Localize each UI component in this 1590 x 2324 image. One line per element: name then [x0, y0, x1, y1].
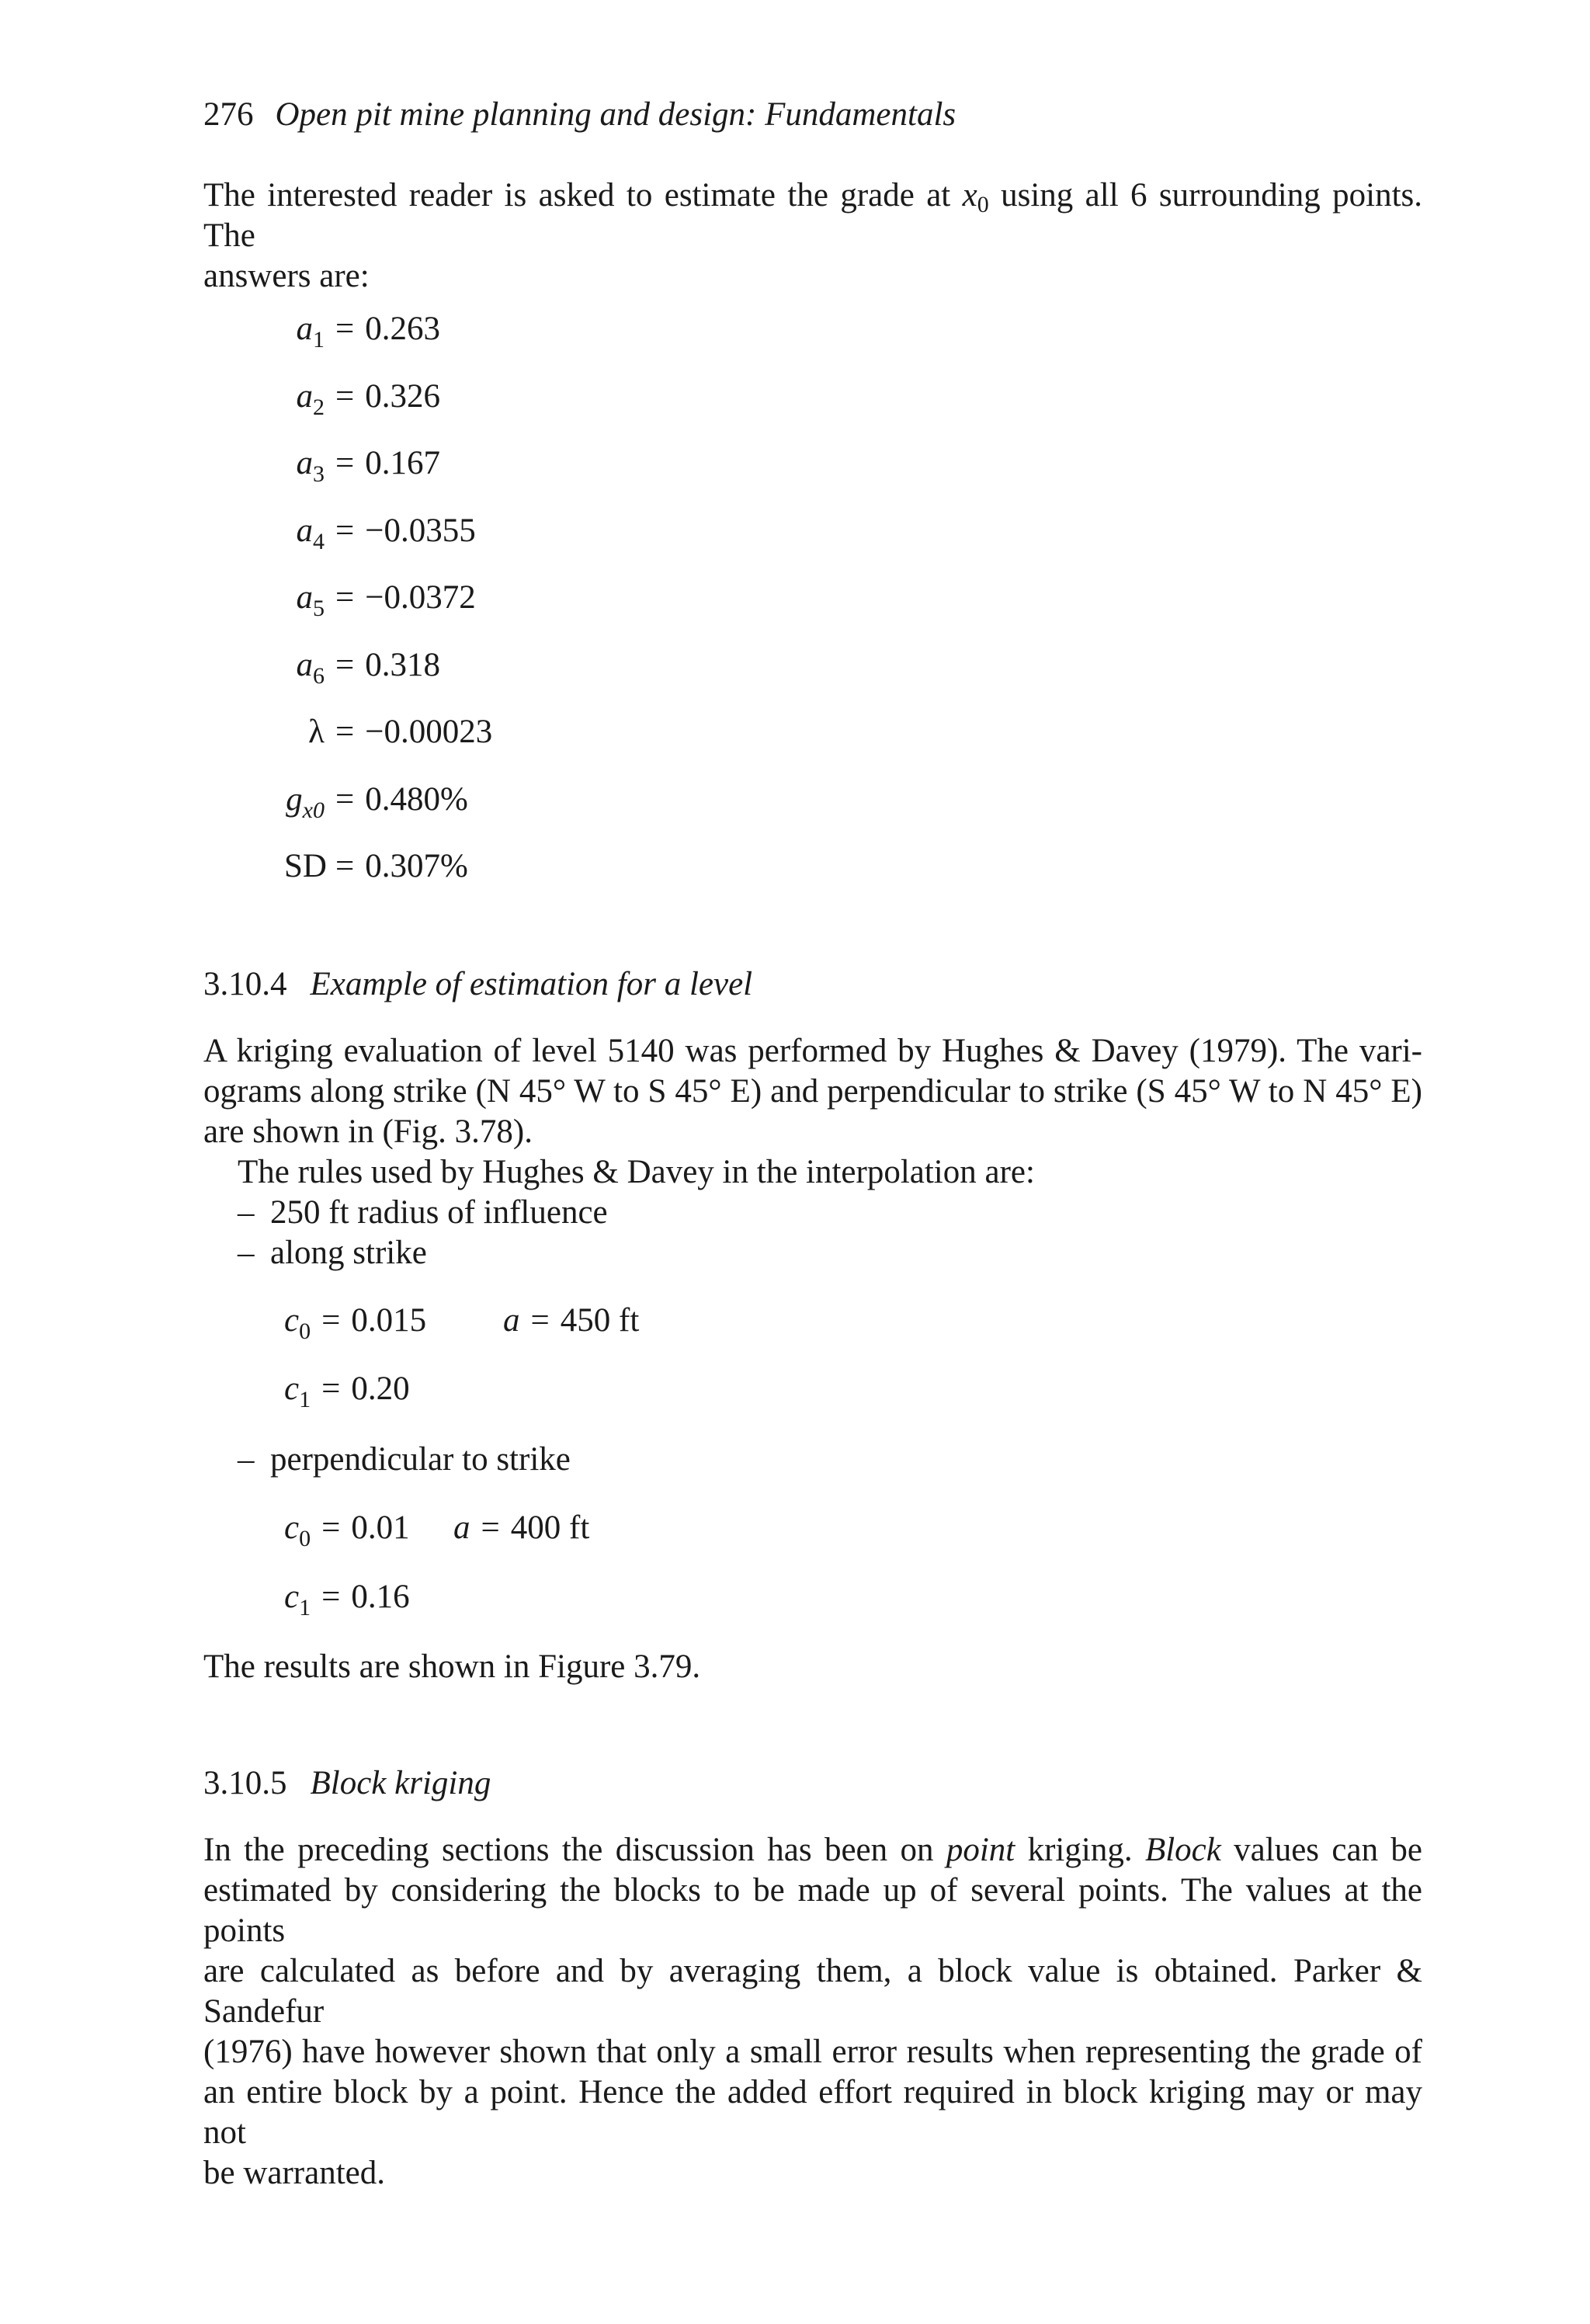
para-line: are shown in (Fig. 3.78). [203, 1113, 533, 1150]
list-item-radius: – 250 ft radius of influence [238, 1194, 608, 1231]
eq-perp-c0: $c_0 = 0.01$ [284, 1509, 410, 1551]
para-line: be warranted. [203, 2155, 385, 2191]
para-line: In the preceding sections the discussion has been on point kriging. Block values can be [203, 1832, 1423, 1868]
para-line: ograms along strike (N 45° W to S 45° E) and perpendicular to strike (S 45° W to N 45° E) [203, 1073, 1422, 1110]
eq-along-c0: $c_0 = 0.015$ [284, 1302, 427, 1344]
para-line: estimated by considering the blocks to be made up of several points. The values at the points [203, 1872, 1422, 1949]
intro-line-1: The interested reader is asked to estimate the grade at $x_0$ using all 6 surrounding points. The [203, 177, 1423, 254]
section-heading-3105: 3.10.5 Block kriging [203, 1765, 491, 1801]
book-title: Open pit mine planning and design: Fundamentals [275, 96, 956, 133]
section-3104-paragraph [203, 1031, 1422, 1193]
para-line: an entire block by a point. Hence the added effort required in block kriging may or may not [203, 2074, 1422, 2151]
eq-lambda: λ = −0.00023 [308, 714, 493, 750]
intro-line-2: answers are: [203, 258, 370, 294]
running-header [203, 95, 956, 135]
eq-grade: $g_{x0} = 0.480\%$ [286, 781, 468, 823]
eq-perp-a: a = 400 ft [453, 1509, 590, 1546]
rules-intro: The rules used by Hughes & Davey in the interpolation are: [238, 1154, 1035, 1190]
page-number: 276 [203, 96, 254, 133]
results-line: The results are shown in Figure 3.79. [203, 1648, 701, 1685]
eq-a5: $a_5 = -0.0372$ [296, 579, 476, 621]
eq-along-a: a = 450 ft [503, 1302, 640, 1339]
eq-a2: $a_2 = 0.326$ [296, 378, 441, 420]
eq-a1: $a_1 = 0.263$ [296, 311, 441, 353]
eq-a3: $a_3 = 0.167$ [296, 445, 441, 487]
list-item-along-strike: – along strike [238, 1235, 427, 1271]
para-line: are calculated as before and by averaging them, a block value is obtained. Parker & Sandefur [203, 1953, 1422, 2030]
eq-along-c1: $c_1 = 0.20$ [284, 1370, 410, 1412]
section-heading-3104: 3.10.4 Example of estimation for a level [203, 966, 753, 1002]
eq-perp-c1: $c_1 = 0.16$ [284, 1579, 410, 1621]
para-line: A kriging evaluation of level 5140 was performed by Hughes & Davey (1979). The vari- [203, 1033, 1422, 1069]
eq-a6: $a_6 = 0.318$ [296, 647, 441, 689]
para-line: (1976) have however shown that only a small error results when representing the grade of [203, 2034, 1422, 2070]
section-3105-paragraph [203, 1830, 1422, 2194]
eq-sd: SD = 0.307% [284, 848, 468, 884]
intro-paragraph [203, 175, 1422, 297]
document-page [203, 0, 1422, 2324]
eq-a4: $a_4 = -0.0355$ [296, 512, 476, 554]
list-item-perpendicular: – perpendicular to strike [238, 1441, 571, 1478]
